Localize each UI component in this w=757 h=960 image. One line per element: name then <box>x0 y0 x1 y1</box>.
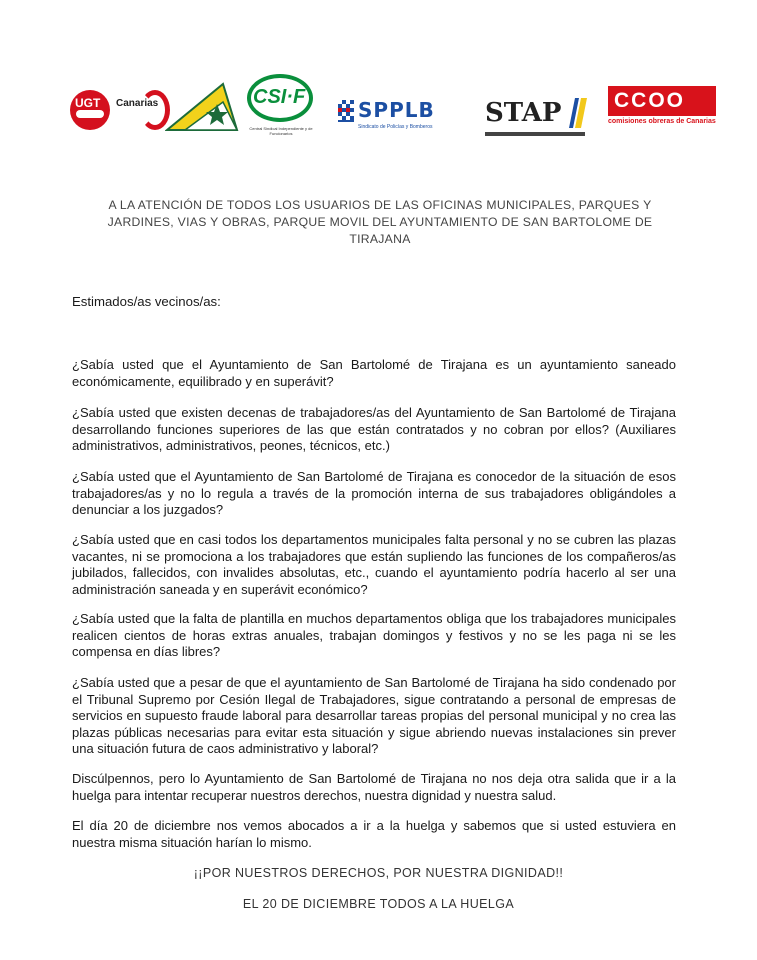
paragraph-5: ¿Sabía usted que la falta de plantilla en muchos departamentos obliga que los trabajadores municipales realicen cientos de horas extras anuales, trabajan domingos y festivos y no se les paga ni se les compensa en días libres? <box>72 611 676 659</box>
checker-icon <box>338 100 354 122</box>
paragraph-4: ¿Sabía usted que en casi todos los departamentos municipales falta personal y no se cubren las plazas vacantes, ni se promociona a los trabajadores que están supliendo las funciones de los compañeros/as jubilados, fallecidos, con invalides absolutas, etc., cuando el ayuntamiento podría hacerlo al ser una administración saneada y en superávit económico? <box>72 532 676 597</box>
slogan-strike-date: EL 20 DE DICIEMBRE TODOS A LA HUELGA <box>242 897 515 911</box>
handshake-icon <box>76 110 104 118</box>
slogan-rights: ¡¡POR NUESTROS DERECHOS, POR NUESTRA DIGNIDAD!! <box>193 866 564 880</box>
ugt-region: Canarias <box>116 98 159 109</box>
ugt-name: UGT <box>75 96 101 110</box>
stap-bar <box>485 132 585 136</box>
stap-logo <box>485 98 595 138</box>
ccoo-subtitle: comisiones obreras de Canarias <box>608 118 716 125</box>
csif-subtitle: Central Sindical Independiente y de Funcionarios <box>249 126 313 136</box>
triangle-star-logo <box>165 82 240 132</box>
paragraph-6: ¿Sabía usted que a pesar de que el ayuntamiento de San Bartolomé de Tirajana ha sido condenado por el Tribunal Supremo por Cesión Ilegal de Trabajadores, sigue contratando a personal de empresas de servicios en supuesto fraude laboral para desarrollar tareas propias del personal municipal y no crea las plazas públicas necesarias para evitar esta situación y sigue abriendo nuevas instalaciones sin prever una situación futura de caos administrativo y laboral? <box>72 675 676 756</box>
ccoo-name: CCOO <box>614 89 685 112</box>
ccoo-logo <box>608 86 718 130</box>
csif-name: CSI·F <box>253 86 306 108</box>
paragraph-2: ¿Sabía usted que existen decenas de trabajadores/as del Ayuntamiento de San Bartolomé de Tirajana desarrollando funciones superiores de las que están contratados y no cobran por ellos? (Auxiliares administrativos, administrativos, peones, técnicos, etc.) <box>72 405 676 453</box>
flag-icon <box>565 98 587 128</box>
paragraph-8: El día 20 de diciembre nos vemos abocados a ir a la huelga y sabemos que si usted estuviera en nuestra misma situación harían lo mismo. <box>72 818 676 850</box>
spplb-subtitle: Sindicato de Policías y Bomberos <box>358 124 433 130</box>
paragraph-1: ¿Sabía usted que el Ayuntamiento de San Bartolomé de Tirajana es un ayuntamiento saneado económicamente, equilibrado y en superávit? <box>72 357 676 389</box>
union-logos <box>60 70 720 150</box>
paragraph-7: Discúlpennos, pero lo Ayuntamiento de San Bartolomé de Tirajana no nos deja otra salida que ir a la huelga para intentar recuperar nuestros derechos, nuestra dignidad y nuestra salud. <box>72 771 676 803</box>
stap-name: STAP <box>485 98 562 128</box>
ugt-logo <box>70 90 170 130</box>
paragraph-3: ¿Sabía usted que el Ayuntamiento de San Bartolomé de Tirajana es conocedor de la situación de esos trabajadores/as y no lo regula a través de la promoción interna de sus trabajadores obligándoles a denunciar a los juzgados? <box>72 469 676 517</box>
spplb-logo <box>338 98 453 134</box>
notice-heading: A LA ATENCIÓN DE TODOS LOS USUARIOS DE LAS OFICINAS MUNICIPALES, PARQUES Y JARDINES, VIAS Y OBRAS, PARQUE MOVIL DEL AYUNTAMIENTO DE SAN BARTOLOME DE TIRAJANA <box>107 198 653 246</box>
spplb-name: SPPLB <box>358 98 435 122</box>
csif-logo <box>245 72 317 138</box>
greeting: Estimados/as vecinos/as: <box>72 294 221 309</box>
